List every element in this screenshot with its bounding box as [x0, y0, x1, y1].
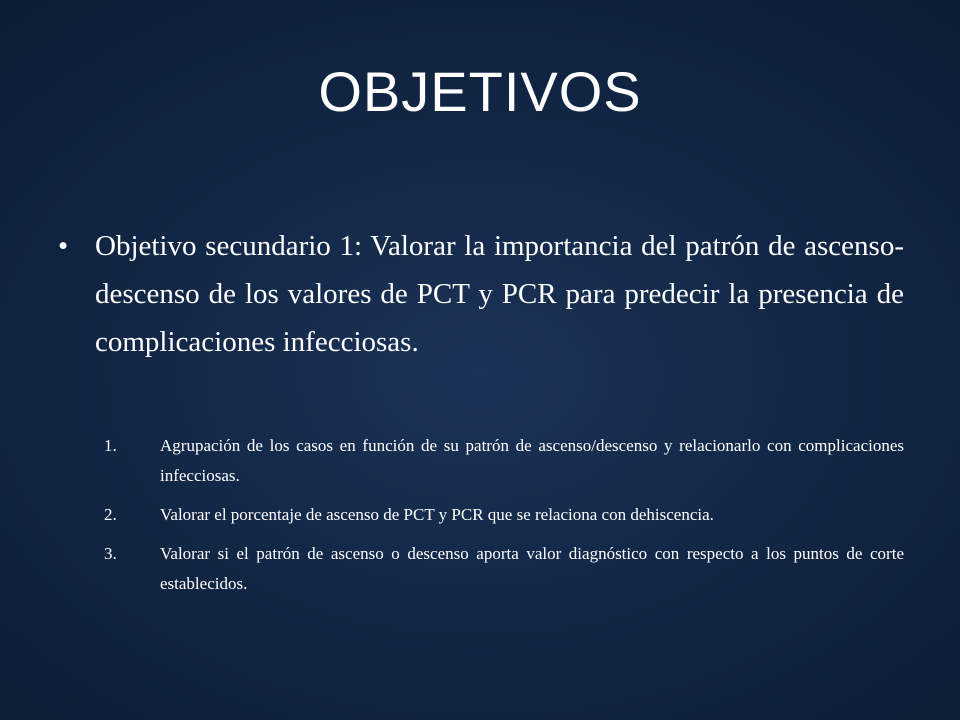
list-item: [104, 431, 904, 491]
main-bullet: [58, 222, 904, 366]
list-item-text: Valorar el porcentaje de ascenso de PCT y PCR que se relaciona con dehiscencia.: [160, 505, 714, 524]
main-bullet-text: Objetivo secundario 1: Valorar la importancia del patrón de ascenso-descenso de los valores de PCT y PCR para predecir la presencia de complicaciones infecciosas.: [95, 230, 904, 358]
list-item-number: 3.: [104, 544, 117, 563]
slide-title: OBJETIVOS: [318, 60, 642, 123]
list-item-text: Valorar si el patrón de ascenso o descenso aporta valor diagnóstico con respecto a los puntos de corte establecidos.: [160, 544, 904, 593]
bullet-marker: •: [58, 230, 69, 262]
list-item: [104, 500, 904, 530]
numbered-list: [104, 431, 904, 608]
list-item-number: 1.: [104, 436, 117, 455]
list-item-text: Agrupación de los casos en función de su patrón de ascenso/descenso y relacionarlo con complicaciones infecciosas.: [160, 436, 904, 485]
list-item-number: 2.: [104, 505, 117, 524]
list-item: [104, 539, 904, 599]
